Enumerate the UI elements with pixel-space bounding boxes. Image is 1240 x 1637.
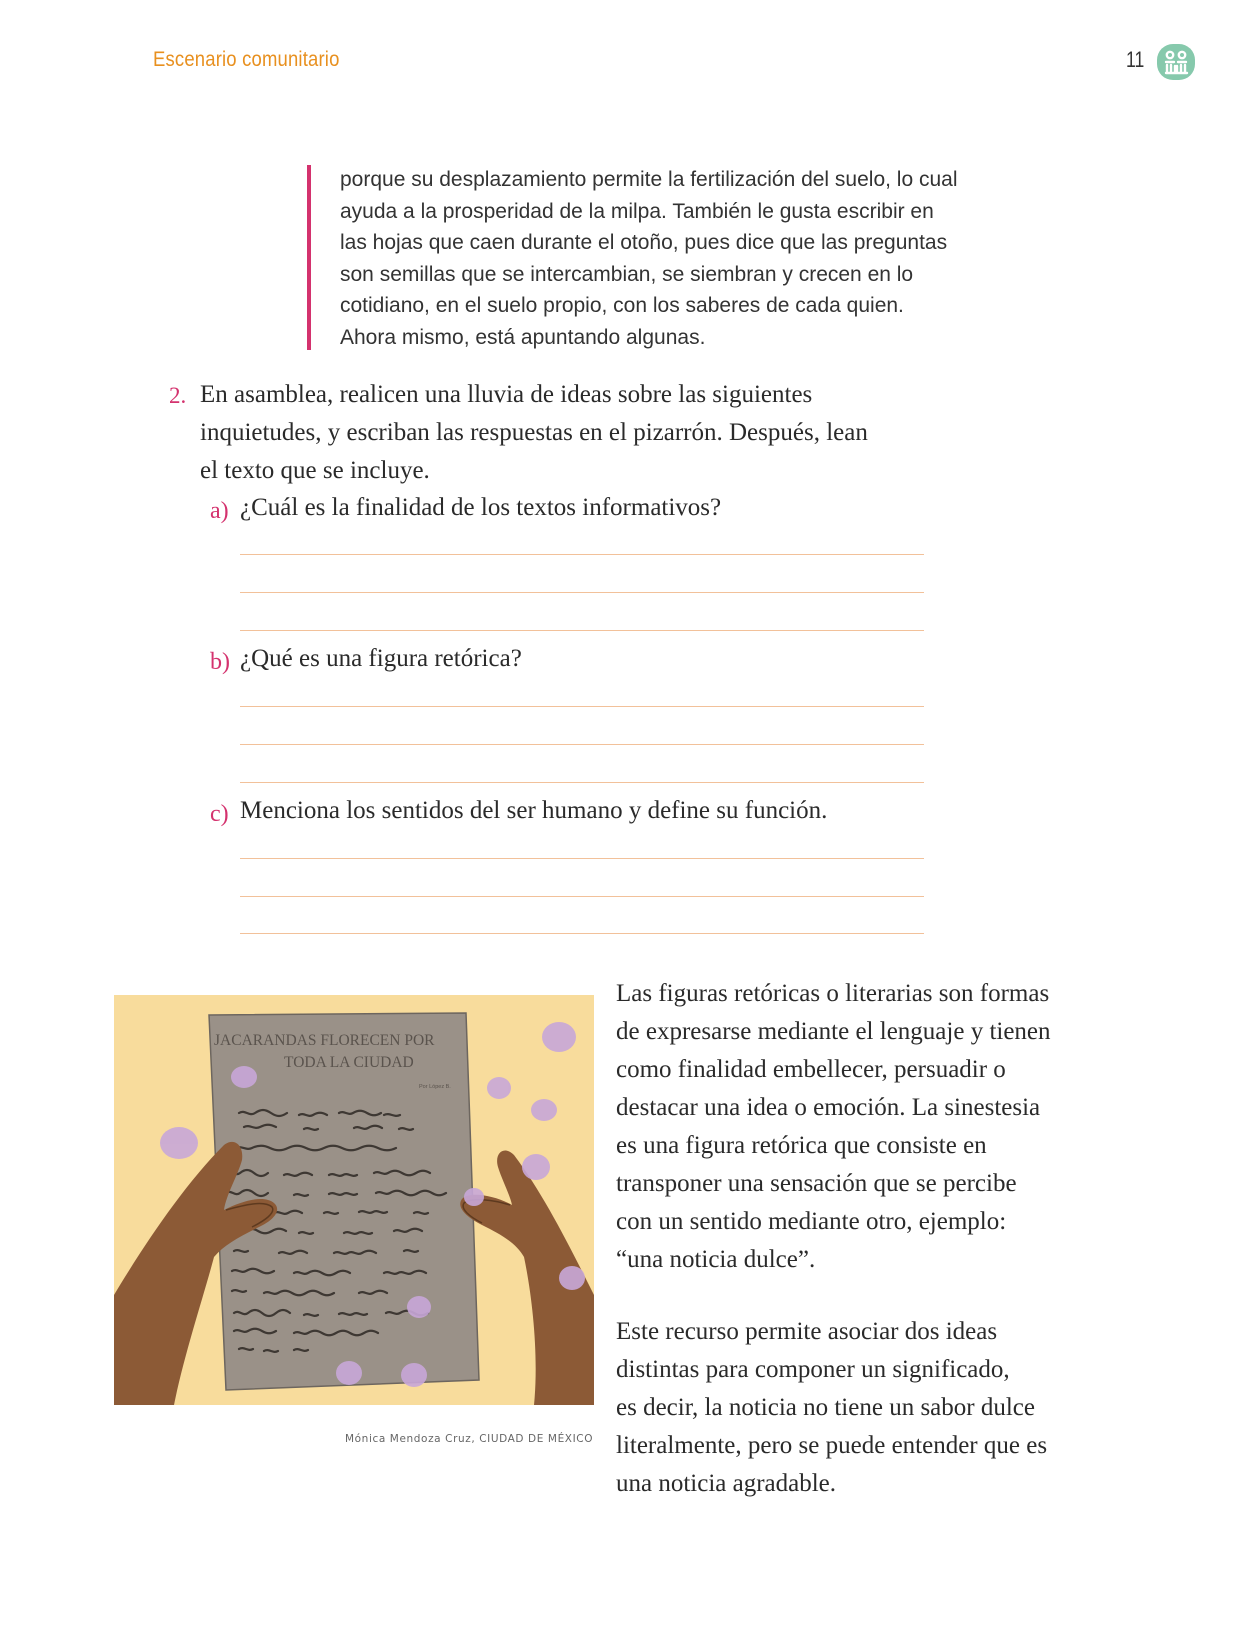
quote-line: las hojas que caen durante el otoño, pues dice que las preguntas (340, 231, 948, 254)
body-line: distintas para componer un significado, (616, 1356, 1010, 1383)
section-title: Escenario comunitario (153, 48, 340, 71)
answer-line-a3[interactable] (240, 630, 924, 631)
answer-line-b1[interactable] (240, 706, 924, 707)
answer-line-c2[interactable] (240, 896, 924, 897)
answer-line-b2[interactable] (240, 744, 924, 745)
activity-number: 2. (169, 383, 187, 408)
people-icon (1157, 44, 1195, 80)
quote-accent-bar (307, 165, 311, 350)
body-line: transponer una sensación que se percibe (616, 1170, 1017, 1197)
page-number: 11 (1126, 47, 1145, 72)
body-paragraph-1 (616, 975, 1116, 1279)
body-line: Este recurso permite asociar dos ideas (616, 1318, 998, 1345)
illustration-caption: Mónica Mendoza Cruz, CIUDAD DE MÉXICO (345, 1433, 594, 1445)
quote-line: porque su desplazamiento permite la fertilización del suelo, lo cual (340, 168, 958, 191)
quote-line: son semillas que se intercambian, se siembran y crecen en lo (340, 262, 914, 286)
instruction-line: inquietudes, y escriban las respuestas en el pizarrón. Después, lean (200, 419, 868, 446)
quote-line: cotidiano, en el suelo propio, con los saberes de cada quien. (340, 294, 904, 317)
newspaper-illustration (114, 995, 594, 1405)
activity-instruction (200, 376, 960, 490)
newspaper-headline-2: TODA LA CIUDAD (284, 1054, 414, 1071)
item-c-letter: c) (210, 801, 229, 827)
instruction-line: el texto que se incluye. (200, 457, 430, 484)
item-a-letter: a) (210, 498, 229, 524)
body-line: “una noticia dulce”. (616, 1246, 816, 1273)
item-b-question: ¿Qué es una figura retórica? (240, 645, 522, 672)
answer-line-c3[interactable] (240, 933, 924, 934)
quote-line: Ahora mismo, está apuntando algunas. (340, 325, 706, 349)
body-line: una noticia agradable. (616, 1470, 837, 1497)
answer-line-b3[interactable] (240, 782, 924, 783)
item-c-question: Menciona los sentidos del ser humano y define su función. (240, 797, 828, 824)
body-paragraph-2 (616, 1313, 1116, 1503)
answer-line-c1[interactable] (240, 858, 924, 859)
item-a-question: ¿Cuál es la finalidad de los textos informativos? (240, 494, 722, 521)
body-line: Las figuras retóricas o literarias son formas (616, 980, 1050, 1007)
quote-line: ayuda a la prosperidad de la milpa. También le gusta escribir en (340, 199, 934, 223)
body-line: es decir, la noticia no tiene un sabor dulce (616, 1394, 1035, 1421)
instruction-line: En asamblea, realicen una lluvia de ideas sobre las siguientes (200, 381, 813, 408)
item-b-letter: b) (210, 649, 230, 675)
body-line: con un sentido mediante otro, ejemplo: (616, 1208, 1007, 1235)
body-line: literalmente, pero se puede entender que es (616, 1432, 1048, 1459)
body-line: como finalidad embellecer, persuadir o (616, 1056, 1006, 1083)
body-line: es una figura retórica que consiste en (616, 1132, 987, 1159)
answer-line-a2[interactable] (240, 592, 924, 593)
body-line: de expresarse mediante el lenguaje y tienen (616, 1018, 1051, 1045)
newspaper-byline: Por López B. (419, 1084, 451, 1090)
answer-line-a1[interactable] (240, 554, 924, 555)
quote-block (340, 164, 1060, 353)
body-line: destacar una idea o emoción. La sinestesia (616, 1094, 1041, 1121)
newspaper-headline-1: JACARANDAS FLORECEN POR (214, 1032, 435, 1049)
community-badge-icon (1157, 44, 1195, 80)
